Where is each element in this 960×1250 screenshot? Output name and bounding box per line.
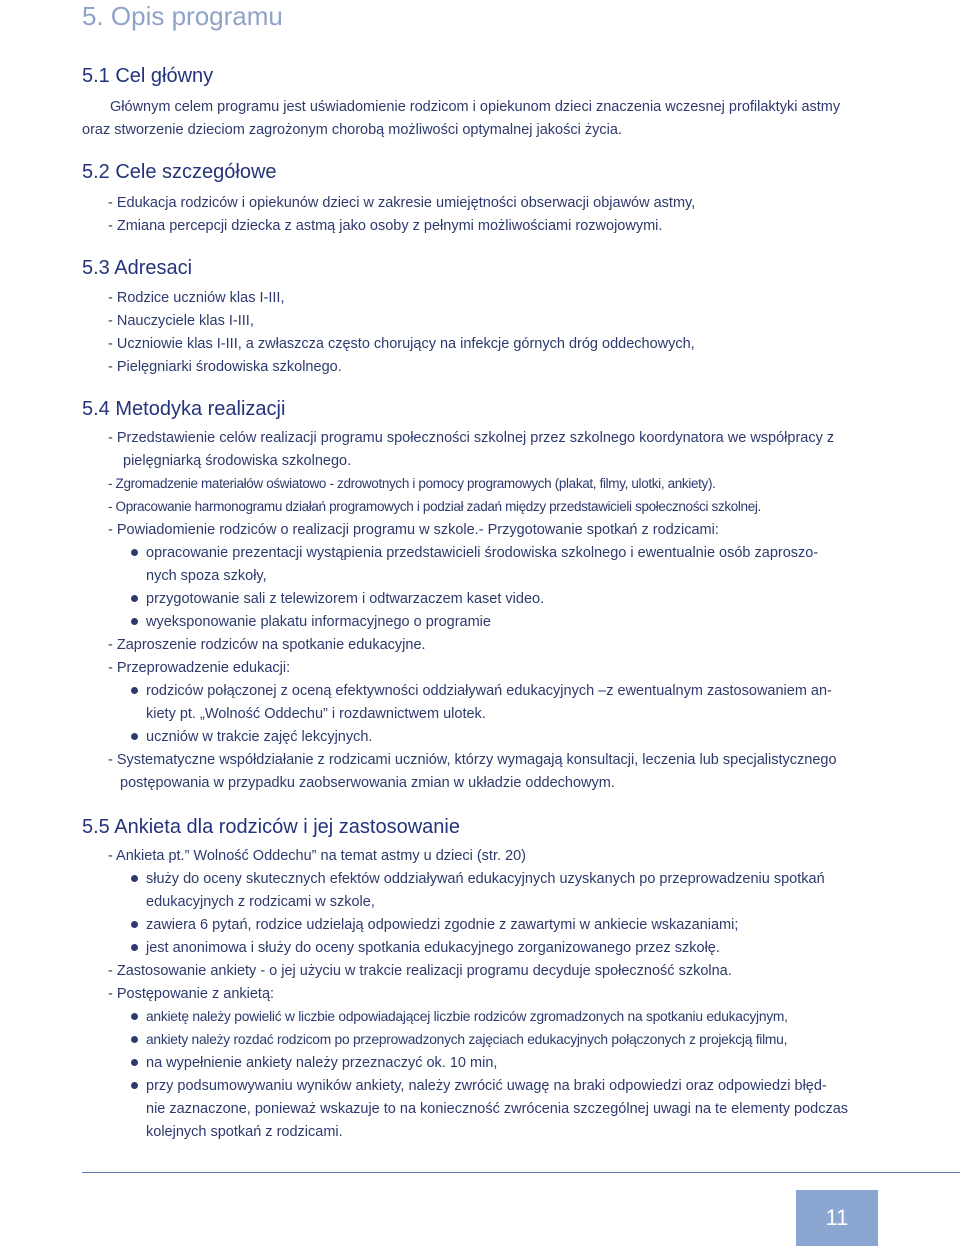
list-item: - Edukacja rodziców i opiekunów dzieci w zakresie umiejętności obserwacji objawów astmy, bbox=[108, 195, 696, 211]
list-item: - Zastosowanie ankiety - o jej użyciu w trakcie realizacji programu decyduje społeczność szkolna. bbox=[108, 963, 732, 979]
bullet-icon bbox=[131, 1036, 138, 1043]
bullet-item-continuation: kolejnych spotkań z rodzicami. bbox=[146, 1124, 343, 1140]
page-number: 11 bbox=[796, 1190, 878, 1246]
paragraph-line: oraz stworzenie dzieciom zagrożonym chorobą możliwości optymalnej jakości życia. bbox=[82, 122, 622, 138]
bullet-item: służy do oceny skutecznych efektów oddziaływań edukacyjnych uzyskanych po przeprowadzeniu spotkań bbox=[146, 871, 825, 887]
section-heading-5-5: 5.5 Ankieta dla rodziców i jej zastosowanie bbox=[82, 816, 460, 838]
list-item: - Pielęgniarki środowiska szkolnego. bbox=[108, 359, 342, 375]
bullet-item-continuation: edukacyjnych z rodzicami w szkole, bbox=[146, 894, 375, 910]
bullet-icon bbox=[131, 921, 138, 928]
list-item: - Nauczyciele klas I-III, bbox=[108, 313, 254, 329]
list-item-continuation: postępowania w przypadku zaobserwowania zmian w układzie oddechowym. bbox=[120, 775, 615, 791]
bullet-item: opracowanie prezentacji wystąpienia przedstawicieli środowiska szkolnego i ewentualnie osób zaproszo- bbox=[146, 545, 819, 561]
bullet-item: przygotowanie sali z telewizorem i odtwarzaczem kaset video. bbox=[146, 591, 545, 607]
list-item: - Ankieta pt.” Wolność Oddechu” na temat astmy u dzieci (str. 20) bbox=[108, 848, 526, 864]
list-item: - Uczniowie klas I-III, a zwłaszcza często chorujący na infekcje górnych dróg oddechowych, bbox=[108, 336, 695, 352]
list-item: - Rodzice uczniów klas I-III, bbox=[108, 290, 285, 306]
list-item: - Przeprowadzenie edukacji: bbox=[108, 660, 291, 676]
bullet-item: rodziców połączonej z oceną efektywności oddziaływań edukacyjnych –z ewentualnym zastosowaniem an- bbox=[146, 683, 832, 699]
list-item: - Przedstawienie celów realizacji programu społeczności szkolnej przez szkolnego koordynatora we współpracy z bbox=[108, 430, 835, 446]
list-item: - Powiadomienie rodziców o realizacji programu w szkole.- Przygotowanie spotkań z rodzicami: bbox=[108, 522, 719, 538]
bullet-item: uczniów w trakcie zajęć lekcyjnych. bbox=[146, 729, 373, 745]
bullet-item-continuation: nych spoza szkoły, bbox=[146, 568, 267, 584]
bullet-icon bbox=[131, 595, 138, 602]
bullet-item: zawiera 6 pytań, rodzice udzielają odpowiedzi zgodnie z zawartymi w ankiecie wskazaniami; bbox=[146, 917, 739, 933]
section-heading-5-3: 5.3 Adresaci bbox=[82, 257, 193, 279]
bullet-icon bbox=[131, 1059, 138, 1066]
bullet-item: na wypełnienie ankiety należy przeznaczyć ok. 10 min, bbox=[146, 1055, 498, 1071]
section-heading-5-4: 5.4 Metodyka realizacji bbox=[82, 398, 286, 420]
bullet-icon bbox=[131, 733, 138, 740]
section-heading-5-2: 5.2 Cele szczegółowe bbox=[82, 161, 277, 183]
bullet-item: ankiety należy rozdać rodzicom po przeprowadzonych zajęciach edukacyjnych połączonych z projekcją filmu, bbox=[146, 1032, 788, 1047]
bullet-item: ankietę należy powielić w liczbie odpowiadającej liczbie rodziców zgromadzonych na spotkaniu edukacyjnym, bbox=[146, 1009, 788, 1024]
page-title: 5. Opis programu bbox=[82, 1, 283, 31]
bullet-item-continuation: kiety pt. „Wolność Oddechu” i rozdawnictwem ulotek. bbox=[146, 706, 486, 722]
bullet-icon bbox=[131, 875, 138, 882]
bullet-item: przy podsumowywaniu wyników ankiety, należy zwrócić uwagę na braki odpowiedzi oraz odpowiedzi błęd- bbox=[146, 1078, 827, 1094]
bullet-item-continuation: nie zaznaczone, ponieważ wskazuje to na konieczność zwrócenia szczególnej uwagi na te elementy podczas bbox=[146, 1101, 849, 1117]
list-item: - Zmiana percepcji dziecka z astmą jako osoby z pełnymi możliwościami rozwojowymi. bbox=[108, 218, 663, 234]
bullet-icon bbox=[131, 1082, 138, 1089]
bullet-icon bbox=[131, 618, 138, 625]
list-item: - Zaproszenie rodziców na spotkanie edukacyjne. bbox=[108, 637, 426, 653]
footer-divider bbox=[82, 1172, 960, 1173]
list-item-continuation: pielęgniarką środowiska szkolnego. bbox=[123, 453, 352, 469]
list-item: - Opracowanie harmonogramu działań programowych i podział zadań między przedstawicieli społeczności szkolnej. bbox=[108, 499, 761, 514]
bullet-icon bbox=[131, 687, 138, 694]
bullet-icon bbox=[131, 549, 138, 556]
list-item: - Postępowanie z ankietą: bbox=[108, 986, 275, 1002]
list-item: - Zgromadzenie materiałów oświatowo - zdrowotnych i pomocy programowych (plakat, filmy, ulotki, ankiety). bbox=[108, 476, 716, 491]
bullet-item: jest anonimowa i służy do oceny spotkania edukacyjnego zorganizowanego przez szkołę. bbox=[146, 940, 720, 956]
section-heading-5-1: 5.1 Cel główny bbox=[82, 65, 214, 87]
bullet-icon bbox=[131, 944, 138, 951]
bullet-item: wyeksponowanie plakatu informacyjnego o programie bbox=[146, 614, 491, 630]
list-item: - Systematyczne współdziałanie z rodzicami uczniów, którzy wymagają konsultacji, leczenia lub specjalistycznego bbox=[108, 752, 837, 768]
bullet-icon bbox=[131, 1013, 138, 1020]
paragraph-line: Głównym celem programu jest uświadomienie rodzicom i opiekunom dzieci znaczenia wczesnej profilaktyki astmy bbox=[110, 99, 841, 115]
